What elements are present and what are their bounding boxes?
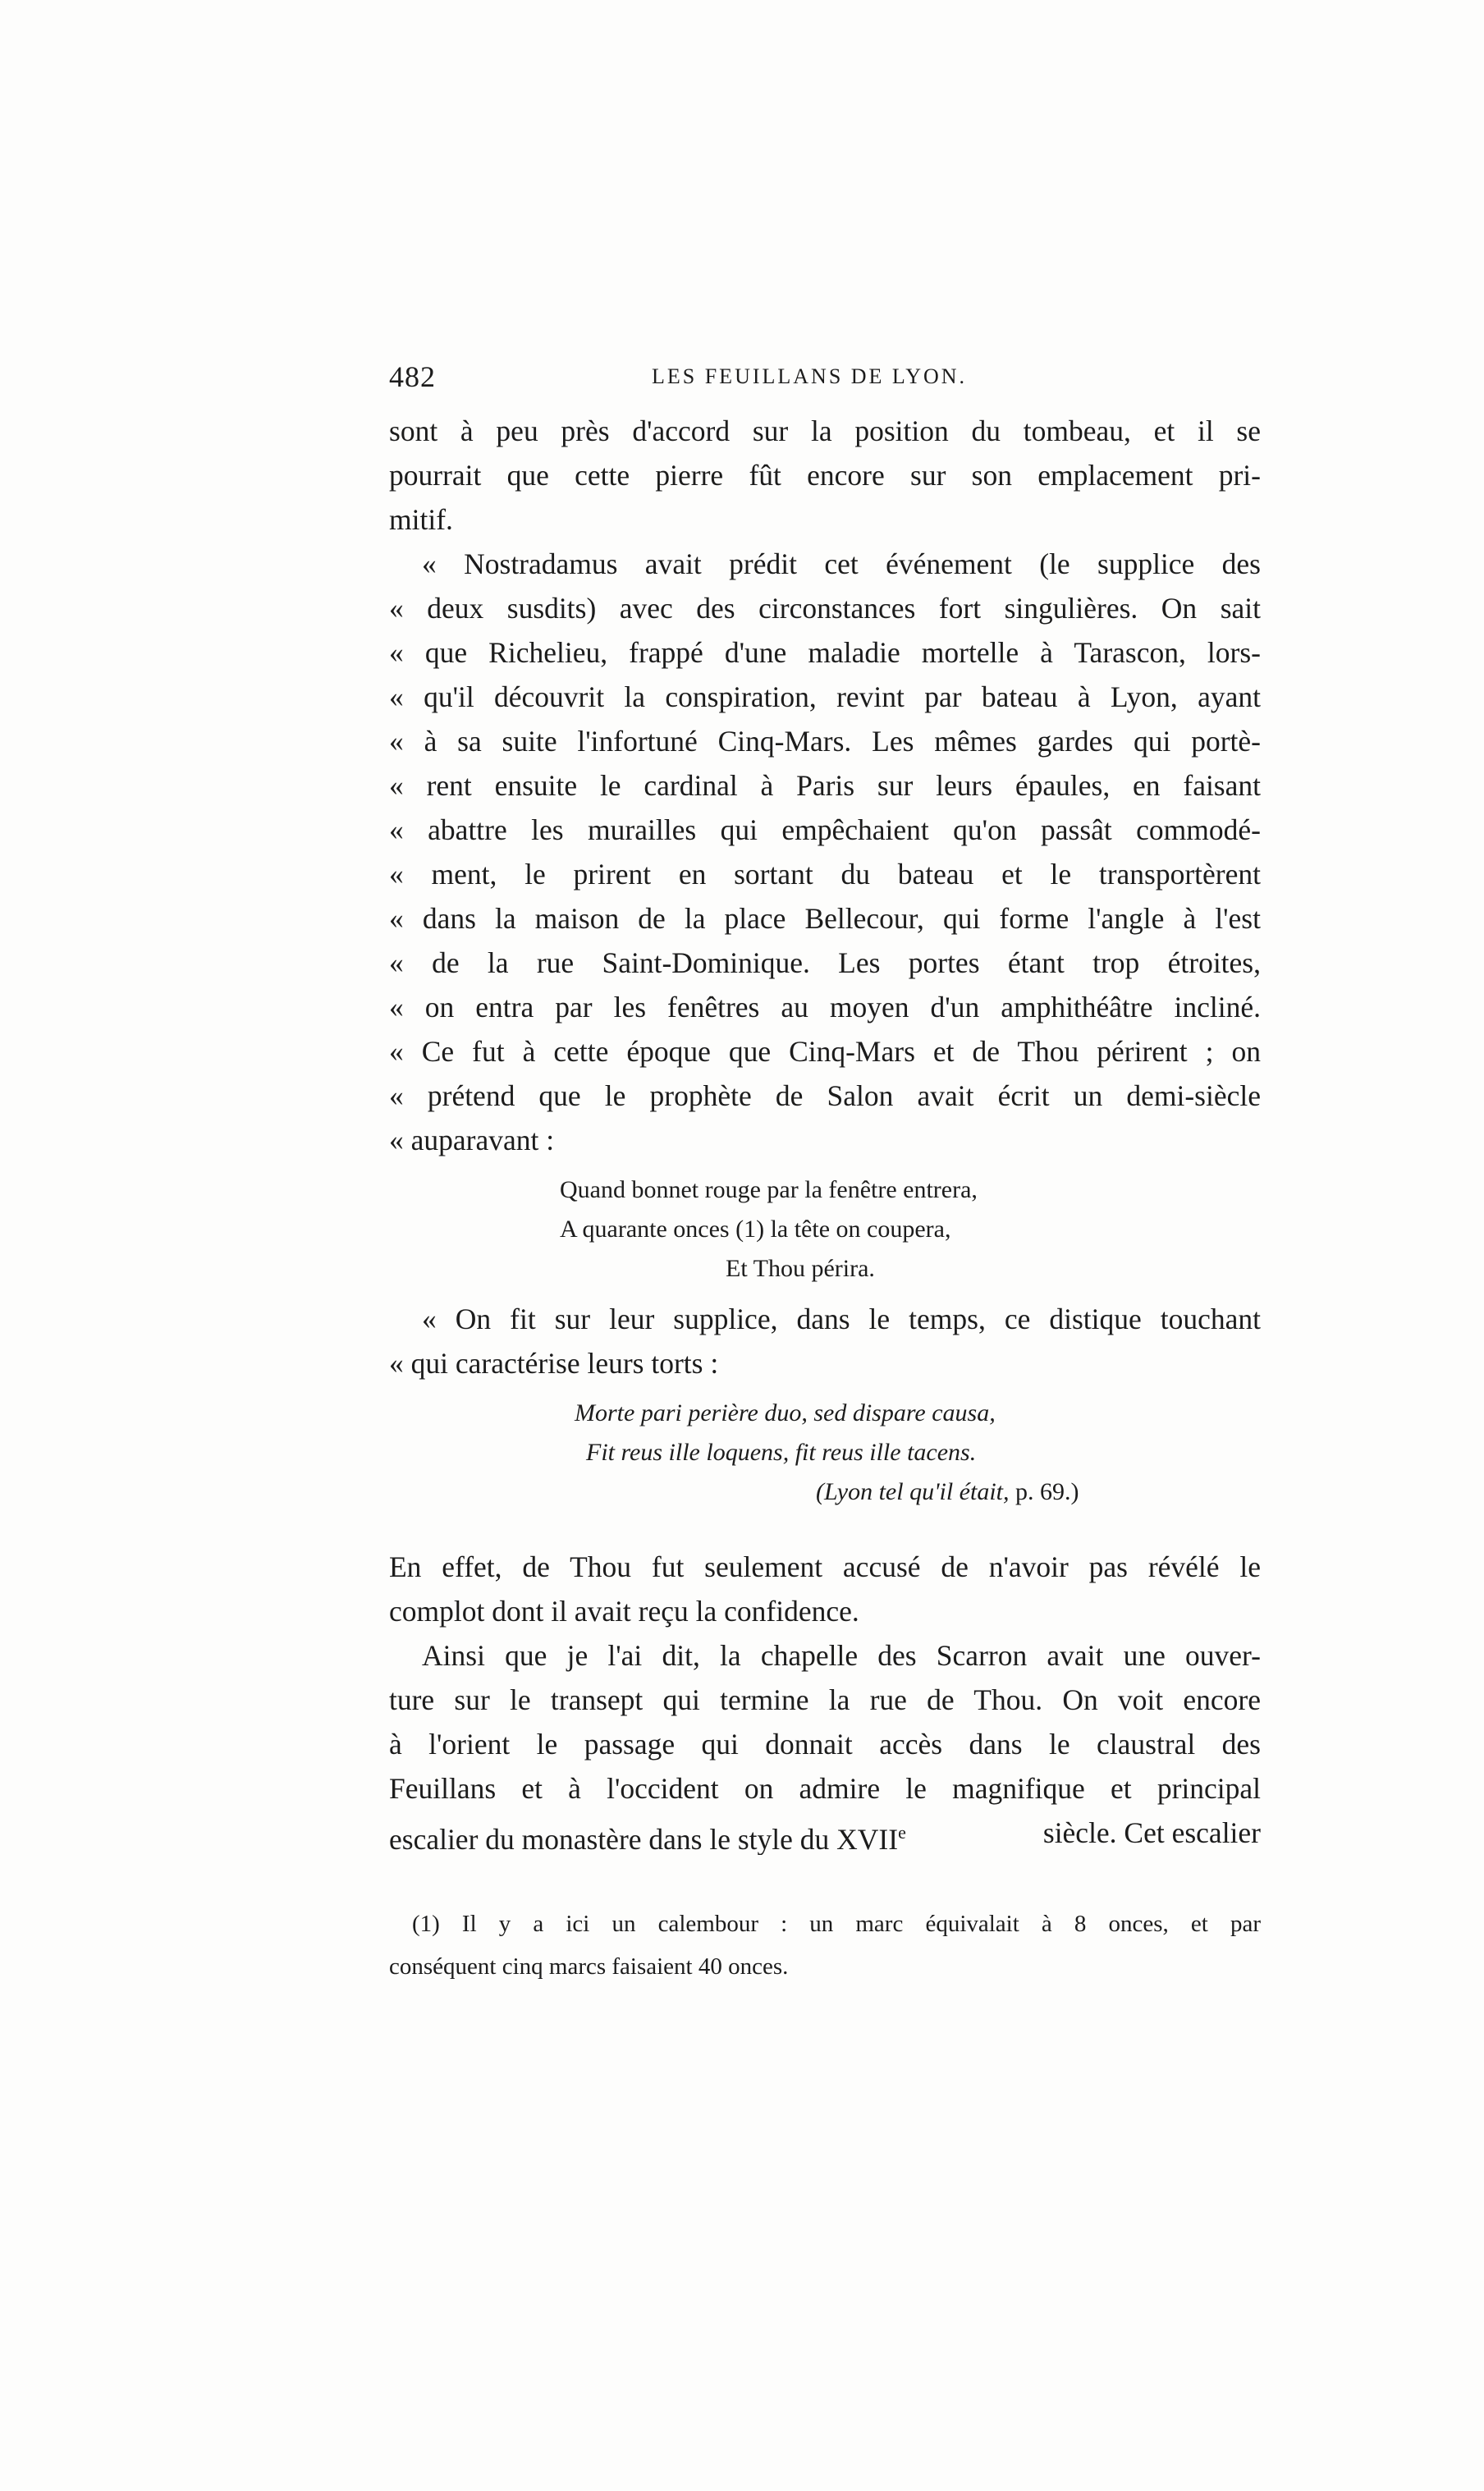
citation-title: (Lyon tel qu'il était, xyxy=(816,1478,1010,1505)
quote-line: « de la rue Saint-Dominique. Les portes étant trop étroites, xyxy=(389,946,1261,979)
quote-line: « abattre les murailles qui empêchaient qu'on passât commodé- xyxy=(389,813,1261,846)
verse-line: A quarante onces (1) la tête on coupera, xyxy=(560,1216,951,1243)
footnote-line: (1) Il y a ici un calembour : un marc équivalait à 8 onces, et par xyxy=(412,1911,1261,1937)
running-title: LES FEUILLANS DE LYON. xyxy=(652,364,968,388)
footnote-line: conséquent cinq marcs faisaient 40 onces. xyxy=(389,1953,789,1980)
quote-line: « que Richelieu, frappé d'une maladie mortelle à Tarascon, lors- xyxy=(389,636,1261,669)
quote-line: « Nostradamus avait prédit cet événement (le supplice des xyxy=(422,547,1261,580)
quote-line: « dans la maison de la place Bellecour, qui forme l'angle à l'est xyxy=(389,902,1261,935)
citation-page: p. 69.) xyxy=(1015,1478,1079,1505)
text-fragment: siècle. Cet escalier xyxy=(1042,1816,1261,1849)
text-line: ture sur le transept qui termine la rue de Thou. On voit encore xyxy=(389,1683,1261,1716)
citation xyxy=(389,1472,1261,1512)
text-line: En effet, de Thou fut seulement accusé de n'avoir pas révélé le xyxy=(389,1550,1261,1583)
page-header xyxy=(389,359,1261,401)
text-line: pourrait que cette pierre fût encore sur son emplacement pri- xyxy=(389,459,1261,492)
text-line: complot dont il avait reçu la confidence. xyxy=(389,1595,859,1628)
quote-line: « On fit sur leur supplice, dans le temps, ce distique touchant xyxy=(422,1303,1261,1335)
latin-verse-line: Morte pari perière duo, sed dispare causa, xyxy=(575,1399,996,1426)
text-fragment: escalier du monastère dans le style du XVIIe xyxy=(389,1822,906,1855)
main-text xyxy=(389,409,1261,1855)
footnotes xyxy=(389,1903,1261,1988)
verse-line: Quand bonnet rouge par la fenêtre entrera, xyxy=(560,1176,978,1203)
latin-verse-line: Fit reus ille loquens, fit reus ille tacens. xyxy=(586,1439,977,1466)
text-line: Feuillans et à l'occident on admire le magnifique et principal xyxy=(389,1772,1261,1805)
text-line: Ainsi que je l'ai dit, la chapelle des Scarron avait une ouver- xyxy=(422,1639,1261,1672)
page-number: 482 xyxy=(389,360,436,393)
quote-line: « qu'il découvrit la conspiration, revint par bateau à Lyon, ayant xyxy=(389,680,1261,713)
quote-line: « qui caractérise leurs torts : xyxy=(389,1347,719,1380)
verse-line: Et Thou périra. xyxy=(726,1255,875,1282)
quote-line: « prétend que le prophète de Salon avait écrit un demi-siècle xyxy=(389,1079,1261,1112)
quote-line: « ment, le prirent en sortant du bateau et le transportèrent xyxy=(389,858,1261,891)
text-line: sont à peu près d'accord sur la position du tombeau, et il se xyxy=(389,414,1261,447)
quote-line: « deux susdits) avec des circonstances fort singulières. On sait xyxy=(389,592,1261,625)
quote-line: « rent ensuite le cardinal à Paris sur leurs épaules, en faisant xyxy=(389,769,1261,802)
quote-line: « on entra par les fenêtres au moyen d'un amphithéâtre incliné. xyxy=(389,991,1261,1023)
text-line xyxy=(389,1811,1261,1855)
quote-line: « à sa suite l'infortuné Cinq-Mars. Les mêmes gardes qui portè- xyxy=(389,725,1261,758)
superscript-e: e xyxy=(898,1822,906,1843)
quote-line: « Ce fut à cette époque que Cinq-Mars et de Thou périrent ; on xyxy=(389,1035,1261,1068)
text-line: à l'orient le passage qui donnait accès dans le claustral des xyxy=(389,1728,1261,1761)
quote-line: « auparavant : xyxy=(389,1124,555,1156)
text-line: mitif. xyxy=(389,503,453,536)
